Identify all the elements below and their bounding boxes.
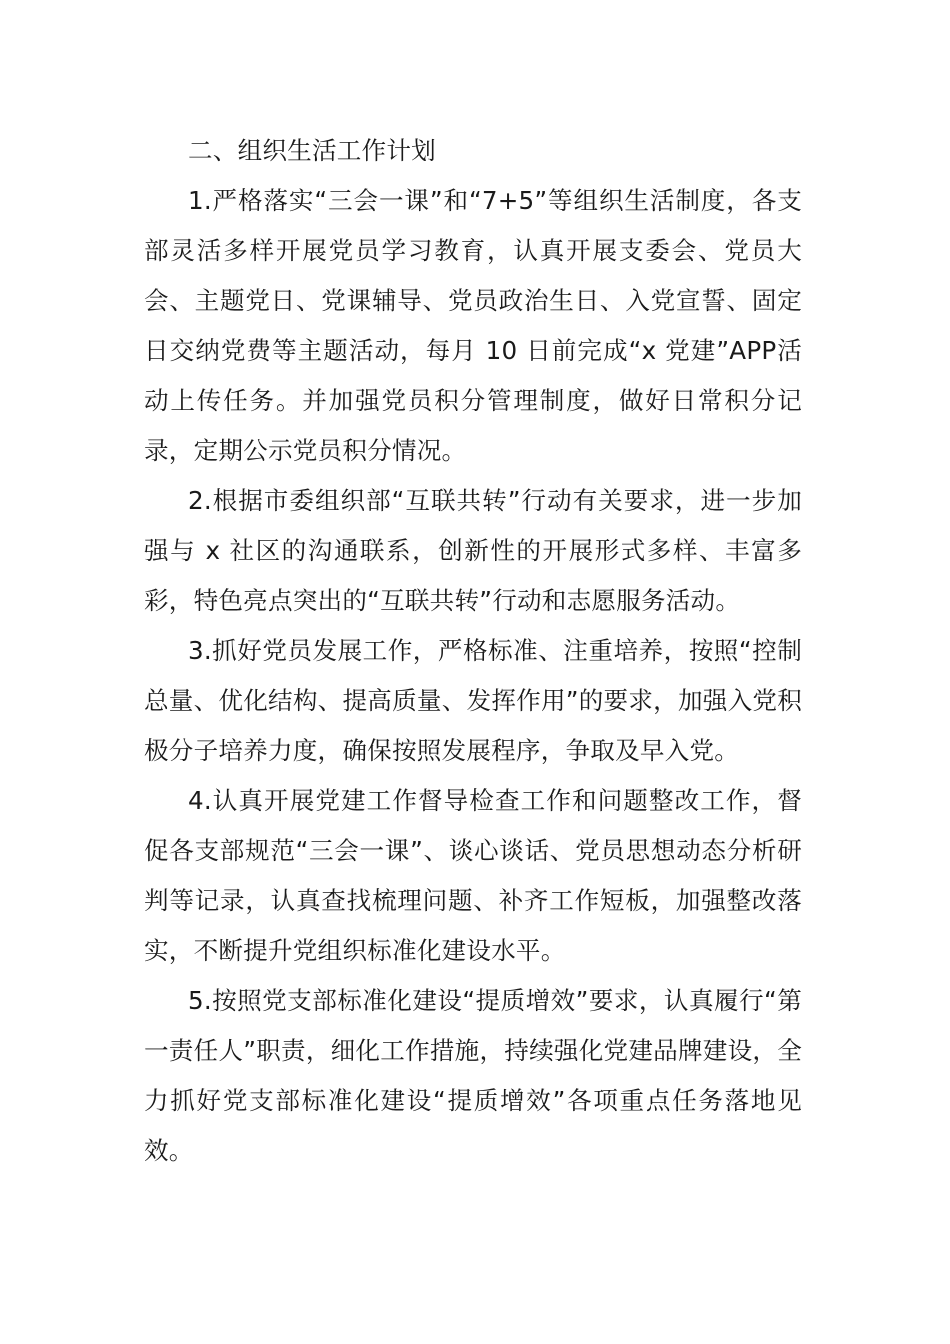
section-heading: 二、组织生活工作计划 <box>188 136 436 165</box>
paragraph-1: 1.严格落实“三会一课”和“7+5”等组织生活制度，各支部灵活多样开展党员学习教育，认真开展支委会、党员大会、主题党日、党课辅导、党员政治生日、入党宣誓、固定日交纳党费等主题活动，每月 10 日前完成“x 党建”APP活动上传任务。并加强党员积分管理制度，做好日常积分记录，定期公示党员积分情况。 <box>144 186 802 465</box>
paragraph-3: 3.抓好党员发展工作，严格标准、注重培养，按照“控制总量、优化结构、提高质量、发挥作用”的要求，加强入党积极分子培养力度，确保按照发展程序，争取及早入党。 <box>144 636 802 765</box>
document-body <box>144 126 802 1176</box>
paragraph-4: 4.认真开展党建工作督导检查工作和问题整改工作，督促各支部规范“三会一课”、谈心谈话、党员思想动态分析研判等记录，认真查找梳理问题、补齐工作短板，加强整改落实，不断提升党组织标准化建设水平。 <box>144 786 802 965</box>
paragraph-2: 2.根据市委组织部“互联共转”行动有关要求，进一步加强与 x 社区的沟通联系，创新性的开展形式多样、丰富多彩，特色亮点突出的“互联共转”行动和志愿服务活动。 <box>144 486 802 615</box>
paragraph-5: 5.按照党支部标准化建设“提质增效”要求，认真履行“第一责任人”职责，细化工作措施，持续强化党建品牌建设，全力抓好党支部标准化建设“提质增效”各项重点任务落地见效。 <box>144 986 802 1165</box>
